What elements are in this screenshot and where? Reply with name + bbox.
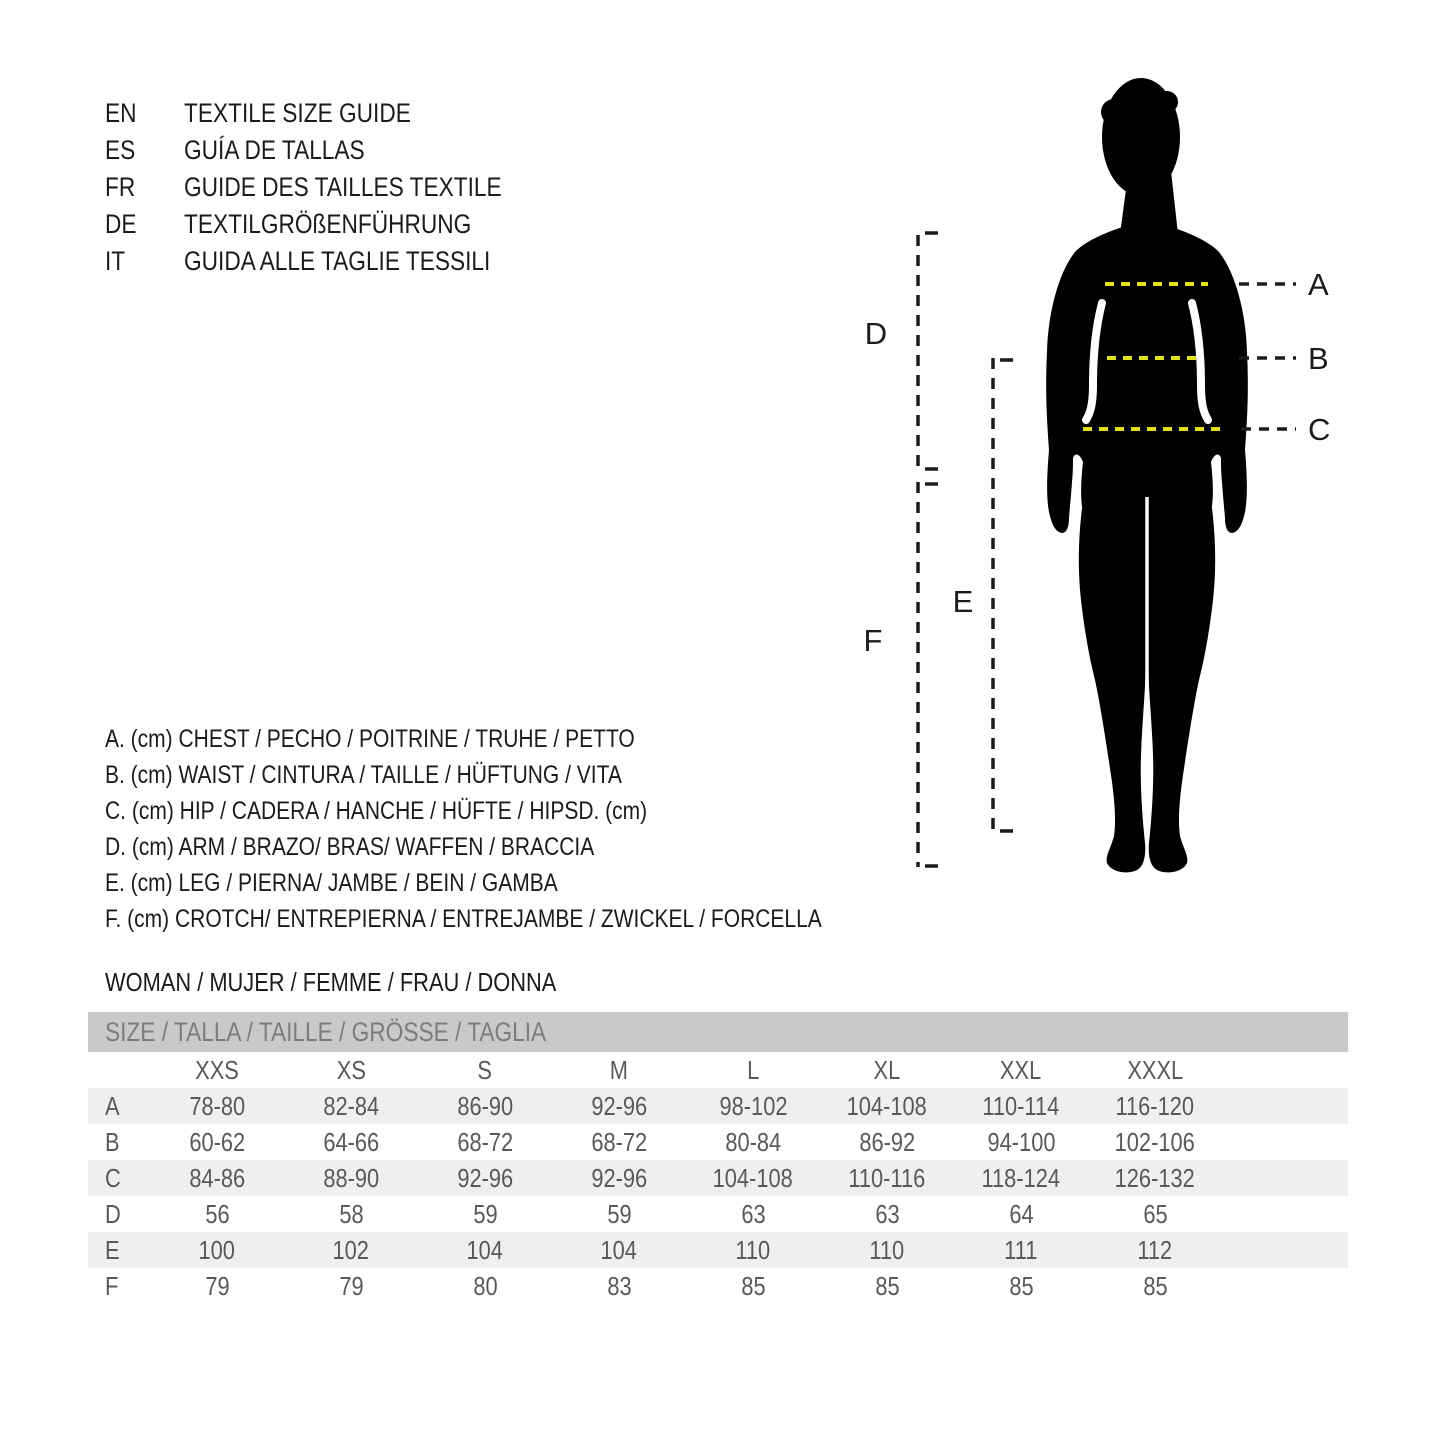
cell-value: 112	[1137, 1234, 1173, 1265]
language-code: IT	[105, 246, 126, 276]
size-header-row	[88, 1052, 1348, 1088]
row-label: D	[105, 1198, 121, 1229]
guide-title: GUÍA DE TALLAS	[184, 135, 365, 165]
table-row-leg	[88, 1232, 1348, 1268]
cell-value: 79	[338, 1270, 364, 1301]
cell-value: 98-102	[718, 1090, 788, 1121]
hair-bump-left	[1101, 99, 1127, 125]
cell-value: 110-114	[982, 1090, 1060, 1121]
size-col-header: XL	[873, 1054, 901, 1085]
neck	[1120, 160, 1178, 234]
size-table-header-label: SIZE / TALLA / TAILLE / GRÖSSE / TAGLIA	[105, 1016, 547, 1047]
language-row-en	[105, 95, 562, 132]
size-col-header: XXL	[1000, 1054, 1042, 1085]
right-leg	[1146, 492, 1215, 872]
language-row-de	[105, 206, 562, 243]
cell-value: 86-90	[457, 1090, 513, 1121]
cell-value: 85	[740, 1270, 766, 1301]
hair-bump-right	[1156, 91, 1178, 113]
cell-value: 104-108	[846, 1090, 928, 1121]
label-crotch: F	[863, 623, 883, 658]
measurement-line-crotch: F. (cm) CROTCH/ ENTREPIERNA / ENTREJAMBE / ZWICKEL / FORCELLA	[105, 904, 822, 933]
cell-value: 85	[874, 1270, 900, 1301]
cell-value: 104	[600, 1234, 638, 1265]
cell-value: 88-90	[323, 1162, 379, 1193]
language-row-es	[105, 132, 562, 169]
cell-value: 126-132	[1114, 1162, 1196, 1193]
cell-value: 104-108	[712, 1162, 794, 1193]
row-label: A	[105, 1090, 120, 1121]
cell-value: 58	[338, 1198, 364, 1229]
cell-value: 64	[1008, 1198, 1034, 1229]
cell-value: 60-62	[189, 1126, 245, 1157]
size-col-header: XXS	[195, 1054, 239, 1085]
language-row-it	[105, 243, 562, 280]
torso-and-arms	[1046, 223, 1248, 533]
cell-value: 110-116	[848, 1162, 926, 1193]
label-arm: D	[864, 316, 888, 351]
row-label: F	[105, 1270, 119, 1301]
language-code: FR	[105, 172, 136, 202]
size-col-header: L	[746, 1054, 760, 1085]
cell-value: 59	[606, 1198, 632, 1229]
measurement-line-leg: E. (cm) LEG / PIERNA/ JAMBE / BEIN / GAMBA	[105, 868, 558, 897]
measurement-line-hip: C. (cm) HIP / CADERA / HANCHE / HÜFTE / HIPSD. (cm)	[105, 796, 648, 825]
cell-value: 63	[740, 1198, 766, 1229]
label-chest: A	[1308, 267, 1329, 302]
size-col-header: S	[477, 1054, 493, 1085]
table-row-chest	[88, 1088, 1348, 1124]
row-label: B	[105, 1126, 120, 1157]
cell-value: 79	[204, 1270, 230, 1301]
language-row-fr	[105, 169, 562, 206]
cell-value: 80-84	[725, 1126, 781, 1157]
gender-heading: WOMAN / MUJER / FEMME / FRAU / DONNA	[105, 966, 557, 997]
cell-value: 92-96	[457, 1162, 513, 1193]
cell-value: 82-84	[323, 1090, 379, 1121]
woman-silhouette	[1046, 78, 1248, 872]
guide-title: GUIDE DES TAILLES TEXTILE	[184, 172, 502, 202]
size-table-header-bar	[88, 1012, 1348, 1052]
cell-value: 94-100	[986, 1126, 1056, 1157]
cell-value: 84-86	[189, 1162, 245, 1193]
cell-value: 92-96	[591, 1090, 647, 1121]
cell-value: 111	[1004, 1234, 1038, 1265]
cell-value: 65	[1142, 1198, 1168, 1229]
language-code: ES	[105, 135, 136, 165]
size-col-header: XXXL	[1127, 1054, 1183, 1085]
guide-title: GUIDA ALLE TAGLIE TESSILI	[184, 246, 491, 276]
cell-value: 56	[204, 1198, 230, 1229]
guide-title: TEXTILE SIZE GUIDE	[184, 98, 411, 128]
table-row-waist	[88, 1124, 1348, 1160]
table-row-hip	[88, 1160, 1348, 1196]
measurement-line-chest: A. (cm) CHEST / PECHO / POITRINE / TRUHE / PETTO	[105, 724, 635, 753]
cell-value: 110	[869, 1234, 905, 1265]
cell-value: 64-66	[323, 1126, 379, 1157]
label-hip: C	[1308, 412, 1331, 447]
row-label: C	[105, 1162, 121, 1193]
cell-value: 118-124	[981, 1162, 1061, 1193]
size-col-header: XS	[336, 1054, 366, 1085]
language-code: EN	[105, 98, 137, 128]
guide-title: TEXTILGRÖßENFÜHRUNG	[184, 209, 472, 239]
table-row-crotch	[88, 1268, 1348, 1304]
row-label: E	[105, 1234, 120, 1265]
cell-value: 86-92	[859, 1126, 915, 1157]
measurement-line-waist: B. (cm) WAIST / CINTURA / TAILLE / HÜFTUNG / VITA	[105, 760, 622, 789]
cell-value: 85	[1008, 1270, 1034, 1301]
label-leg: E	[952, 584, 974, 619]
label-waist: B	[1308, 341, 1329, 376]
cell-value: 116-120	[1115, 1090, 1195, 1121]
size-col-header: M	[609, 1054, 629, 1085]
cell-value: 80	[472, 1270, 498, 1301]
cell-value: 100	[198, 1234, 236, 1265]
measurement-legend	[105, 721, 958, 937]
cell-value: 110	[735, 1234, 771, 1265]
cell-value: 83	[606, 1270, 632, 1301]
cell-value: 104	[466, 1234, 504, 1265]
cell-value: 85	[1142, 1270, 1168, 1301]
cell-value: 102	[332, 1234, 370, 1265]
cell-value: 59	[472, 1198, 498, 1229]
cell-value: 102-106	[1114, 1126, 1196, 1157]
measurement-line-arm: D. (cm) ARM / BRAZO/ BRAS/ WAFFEN / BRACCIA	[105, 832, 595, 861]
cell-value: 63	[874, 1198, 900, 1229]
body-measurement-diagram	[850, 60, 1340, 890]
cell-value: 68-72	[457, 1126, 513, 1157]
cell-value: 92-96	[591, 1162, 647, 1193]
cell-value: 68-72	[591, 1126, 647, 1157]
cell-value: 78-80	[189, 1090, 245, 1121]
language-code: DE	[105, 209, 137, 239]
table-row-arm	[88, 1196, 1348, 1232]
left-leg	[1079, 492, 1148, 872]
language-title-list	[105, 95, 562, 280]
size-table	[88, 1012, 1348, 1304]
